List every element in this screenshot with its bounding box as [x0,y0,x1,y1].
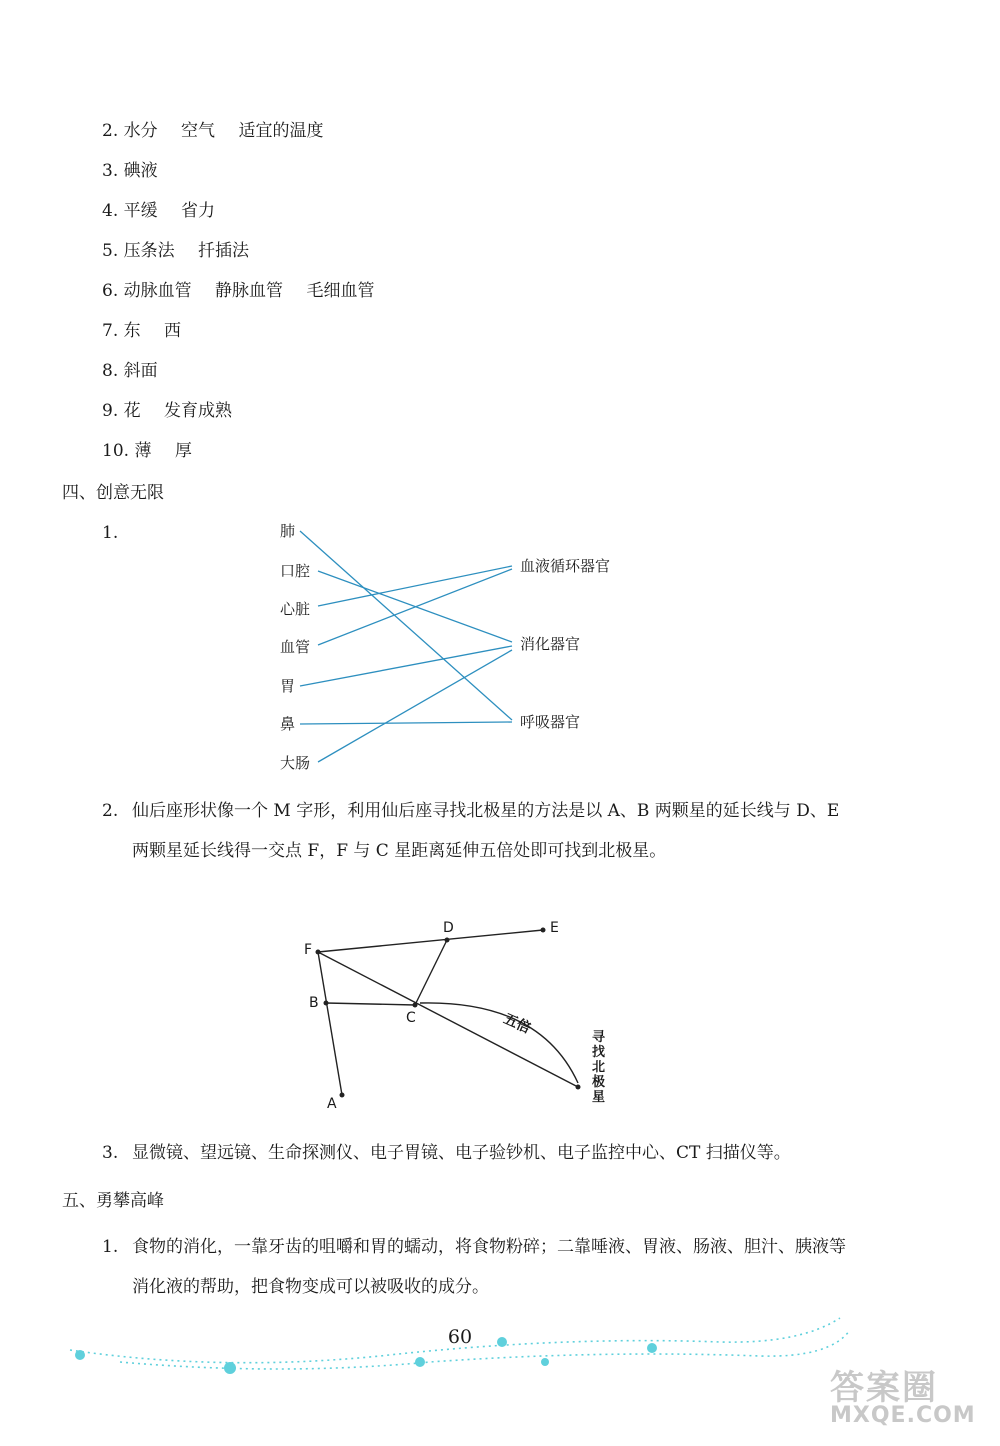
page-number: 60 [447,1326,473,1348]
answer-number: 7. [102,321,119,341]
find-polaris-label: 寻找北极星 [592,1030,606,1105]
answer-text: 平缓 [123,201,158,221]
decor-dot [541,1358,549,1366]
left-item-nose: 鼻 [280,715,296,733]
right-item-respiratory: 呼吸器官 [520,713,581,731]
answer-number: 9. [102,401,119,421]
answer-text: 碘液 [123,161,158,181]
question-2-text: 仙后座形状像一个 M 字形，利用仙后座寻找北极星的方法是以 A、B 两颗星的延长线与 D、E 两颗星延长线得一交点 F，F 与 C 星距离延伸五倍处即可找到北极星。 [132,801,840,861]
point-label-B: B [309,995,319,1011]
answer-text: 水分 [123,121,158,141]
right-item-digestive: 消化器官 [520,635,581,653]
five-times-label: 五倍 [500,1010,534,1038]
answer-text: 扦插法 [198,241,250,261]
answer-number: 4. [102,201,119,221]
left-item-stomach: 胃 [280,677,296,695]
answer-number: 3. [102,161,119,181]
left-item-vessel: 血管 [280,638,311,656]
answer-number: 10. [102,441,130,461]
answer-text: 动脉血管 [123,281,192,301]
answer-number: 8. [102,361,119,381]
point-label-C: C [406,1010,416,1026]
answer-text: 厚 [174,441,192,461]
decor-dot [75,1350,85,1360]
answer-number: 6. [102,281,119,301]
answer-text: 西 [164,321,182,341]
answer-text: 花 [123,401,141,421]
decor-dot [415,1357,425,1367]
right-item-circulatory: 血液循环器官 [520,557,611,575]
left-item-large-intestine: 大肠 [280,754,311,772]
answer-text: 薄 [134,441,152,461]
section-title-5: 五、勇攀高峰 [62,1191,164,1211]
answer-text: 东 [123,321,141,341]
point-label-A: A [327,1096,337,1112]
answer-text: 压条法 [123,241,175,261]
answer-text: 发育成熟 [164,401,233,421]
answer-text: 空气 [181,121,216,141]
watermark-url: MXQE.COM [830,1403,976,1428]
section5-question-1-text: 食物的消化，一靠牙齿的咀嚼和胃的蠕动，将食物粉碎；二靠唾液、胃液、肠液、胆汁、胰液等消化液的帮助，把食物变成可以被吸收的成分。 [132,1237,846,1297]
watermark-logo [830,1360,976,1428]
left-item-lung: 肺 [280,522,296,540]
answer-text: 毛细血管 [306,281,375,301]
question-number: 1. [102,1237,119,1257]
question-3-text: 显微镜、望远镜、生命探测仪、电子胃镜、电子验钞机、电子监控中心、CT 扫描仪等。 [132,1143,791,1163]
answer-number: 5. [102,241,119,261]
decor-dot [647,1343,657,1353]
question-number: 1. [102,523,119,543]
watermark-title: 答案圈 [830,1368,938,1408]
decor-dot [224,1362,236,1374]
answer-text: 斜面 [123,361,158,381]
answer-number: 2. [102,121,119,141]
answer-text: 省力 [181,201,216,221]
section-title-4: 四、创意无限 [62,483,164,503]
question-number: 2. [102,801,119,821]
point-label-F: F [304,942,313,958]
decor-dot [497,1337,507,1347]
left-item-mouth: 口腔 [280,562,311,580]
left-item-heart: 心脏 [280,600,311,618]
answer-text: 静脉血管 [215,281,284,301]
point-label-D: D [443,920,454,936]
question-number: 3. [102,1143,119,1163]
point-label-E: E [550,920,559,936]
answer-text: 适宜的温度 [238,121,324,141]
